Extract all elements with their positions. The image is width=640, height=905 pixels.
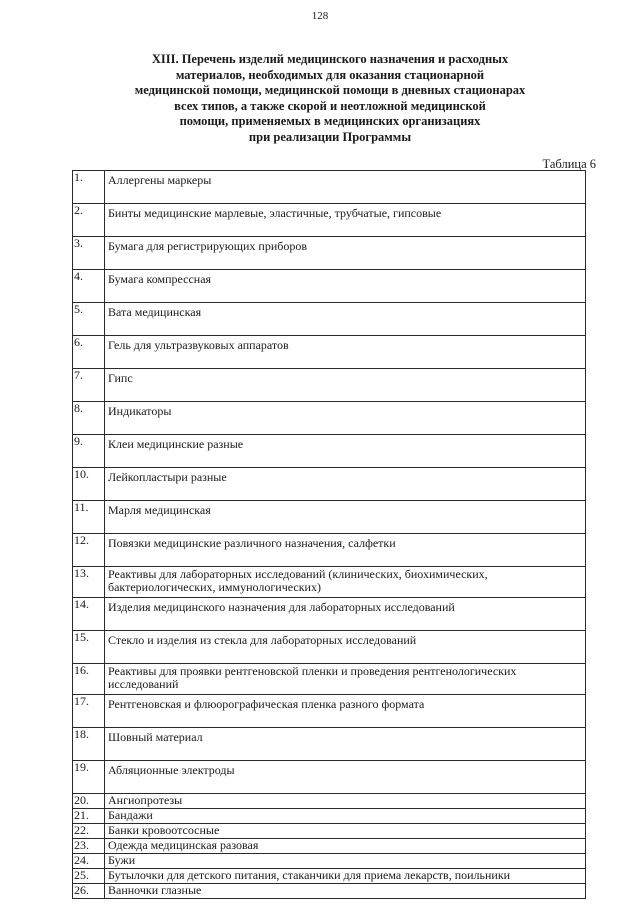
title-line: медицинской помощи, медицинской помощи в дневных стационарах bbox=[134, 83, 526, 98]
row-number: 10. bbox=[73, 468, 105, 501]
row-number: 22. bbox=[73, 824, 105, 839]
table-row bbox=[73, 824, 586, 839]
table-row bbox=[73, 501, 586, 534]
title-line: при реализации Программы bbox=[248, 129, 412, 144]
table-row bbox=[73, 854, 586, 869]
row-item-name: Бинты медицинские марлевые, эластичные, трубчатые, гипсовые bbox=[105, 204, 586, 237]
row-number: 3. bbox=[73, 237, 105, 270]
row-number: 25. bbox=[73, 869, 105, 884]
row-number: 15. bbox=[73, 631, 105, 664]
row-item-name: Вата медицинская bbox=[105, 303, 586, 336]
row-number: 19. bbox=[73, 761, 105, 794]
title-line: XIII. Перечень изделий медицинского назначения и расходных bbox=[151, 52, 509, 66]
page-number: 128 bbox=[311, 10, 329, 22]
table-row bbox=[73, 468, 586, 501]
row-number: 20. bbox=[73, 794, 105, 809]
row-item-name: Бужи bbox=[105, 854, 586, 869]
table-row bbox=[73, 534, 586, 567]
table-row bbox=[73, 369, 586, 402]
row-number: 8. bbox=[73, 402, 105, 435]
row-number: 4. bbox=[73, 270, 105, 303]
items-table-body bbox=[73, 171, 586, 899]
row-number: 17. bbox=[73, 695, 105, 728]
table-row bbox=[73, 336, 586, 369]
row-item-name: Ванночки глазные bbox=[105, 884, 586, 899]
row-number: 5. bbox=[73, 303, 105, 336]
table-row bbox=[73, 270, 586, 303]
row-item-name: Марля медицинская bbox=[105, 501, 586, 534]
row-item-name: Гель для ультразвуковых аппаратов bbox=[105, 336, 586, 369]
row-number: 18. bbox=[73, 728, 105, 761]
row-number: 13. bbox=[73, 567, 105, 598]
row-number: 11. bbox=[73, 501, 105, 534]
table-row bbox=[73, 567, 586, 598]
row-item-name: Гипс bbox=[105, 369, 586, 402]
row-item-name: Абляционные электроды bbox=[105, 761, 586, 794]
table-row bbox=[73, 728, 586, 761]
row-number: 23. bbox=[73, 839, 105, 854]
table-row bbox=[73, 435, 586, 468]
row-number: 14. bbox=[73, 598, 105, 631]
title-line: помощи, применяемых в медицинских организациях bbox=[179, 114, 481, 129]
row-item-name: Изделия медицинского назначения для лабораторных исследований bbox=[105, 598, 586, 631]
row-item-name: Клеи медицинские разные bbox=[105, 435, 586, 468]
row-number: 26. bbox=[73, 884, 105, 899]
title-line: материалов, необходимых для оказания стационарной bbox=[175, 67, 485, 82]
row-item-name: Банки кровоотсосные bbox=[105, 824, 586, 839]
row-item-name: Стекло и изделия из стекла для лабораторных исследований bbox=[105, 631, 586, 664]
row-item-name: Повязки медицинские различного назначения, салфетки bbox=[105, 534, 586, 567]
row-item-name: Рентгеновская и флюорографическая пленка разного формата bbox=[105, 695, 586, 728]
table-row bbox=[73, 761, 586, 794]
table-row bbox=[73, 884, 586, 899]
table-row bbox=[73, 598, 586, 631]
items-table bbox=[72, 170, 586, 899]
table-row bbox=[73, 869, 586, 884]
row-item-name: Одежда медицинская разовая bbox=[105, 839, 586, 854]
row-number: 12. bbox=[73, 534, 105, 567]
row-number: 9. bbox=[73, 435, 105, 468]
row-item-name: Бумага для регистрирующих приборов bbox=[105, 237, 586, 270]
row-item-name: Бумага компрессная bbox=[105, 270, 586, 303]
row-item-name: Реактивы для проявки рентгеновской пленки и проведения рентгенологических исследований bbox=[105, 664, 586, 695]
row-number: 1. bbox=[73, 171, 105, 204]
row-item-name: Аллергены маркеры bbox=[105, 171, 586, 204]
row-number: 16. bbox=[73, 664, 105, 695]
table-row bbox=[73, 695, 586, 728]
row-number: 24. bbox=[73, 854, 105, 869]
table-row bbox=[73, 171, 586, 204]
row-item-name: Бандажи bbox=[105, 809, 586, 824]
row-item-name: Шовный материал bbox=[105, 728, 586, 761]
table-row bbox=[73, 204, 586, 237]
table-row bbox=[73, 664, 586, 695]
row-number: 7. bbox=[73, 369, 105, 402]
row-number: 21. bbox=[73, 809, 105, 824]
row-item-name: Бутылочки для детского питания, стаканчики для приема лекарств, поильники bbox=[105, 869, 586, 884]
row-item-name: Индикаторы bbox=[105, 402, 586, 435]
table-row bbox=[73, 237, 586, 270]
table-caption: Таблица 6 bbox=[542, 157, 596, 171]
table-row bbox=[73, 631, 586, 664]
table-row bbox=[73, 839, 586, 854]
row-item-name: Лейкопластыри разные bbox=[105, 468, 586, 501]
row-item-name: Ангиопротезы bbox=[105, 794, 586, 809]
section-title bbox=[120, 52, 540, 146]
title-line: всех типов, а также скорой и неотложной медицинской bbox=[174, 98, 486, 113]
table-row bbox=[73, 303, 586, 336]
table-row bbox=[73, 809, 586, 824]
row-number: 6. bbox=[73, 336, 105, 369]
table-row bbox=[73, 402, 586, 435]
row-item-name: Реактивы для лабораторных исследований (клинических, биохимических, бактериологических, иммунологических) bbox=[105, 567, 586, 598]
row-number: 2. bbox=[73, 204, 105, 237]
table-row bbox=[73, 794, 586, 809]
